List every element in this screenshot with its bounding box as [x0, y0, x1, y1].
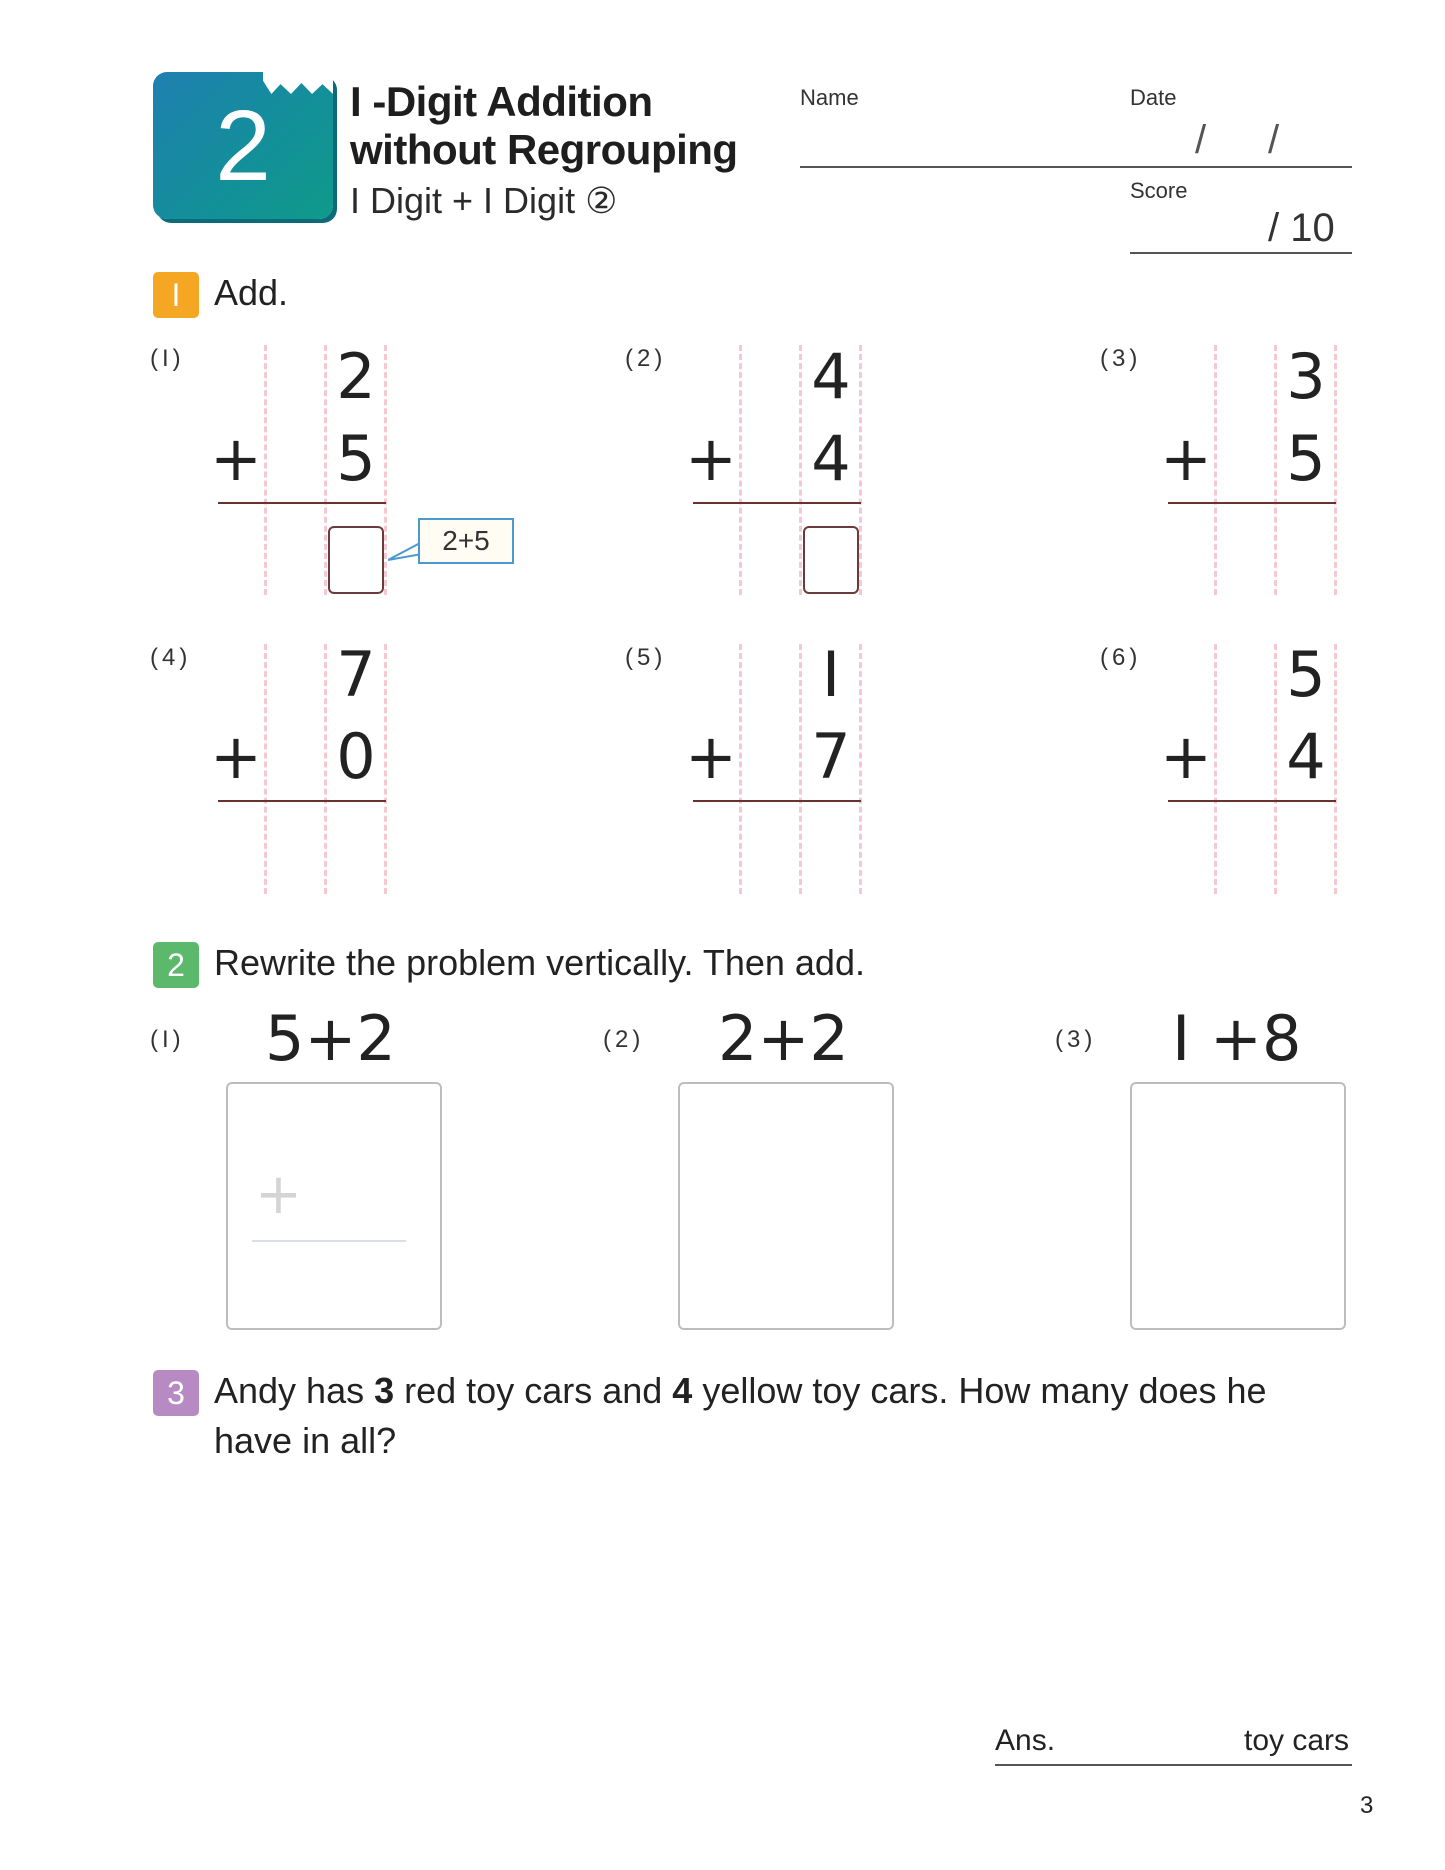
- top-digit: 3: [1286, 340, 1326, 413]
- top-digit: 7: [336, 638, 376, 711]
- plus-sign: +: [685, 720, 737, 793]
- score-label: Score: [1130, 178, 1188, 203]
- plus-sign: +: [210, 422, 262, 495]
- name-label: Name: [800, 85, 859, 110]
- section-1-marker: I: [153, 272, 199, 318]
- bottom-digit: 0: [336, 720, 376, 793]
- number-yellow-cars: 4: [672, 1370, 693, 1411]
- answer-line[interactable]: [995, 1764, 1352, 1766]
- problem-label: (I): [150, 345, 185, 372]
- title-line-2: without Regrouping: [350, 126, 738, 173]
- problem-label: (3): [1100, 345, 1142, 372]
- expression: I +8: [1172, 1002, 1302, 1075]
- top-digit: 2: [336, 340, 376, 413]
- plus-sign: +: [210, 720, 262, 793]
- score-line[interactable]: [1130, 252, 1352, 254]
- section-3-marker: 3: [153, 1370, 199, 1416]
- top-digit: 4: [811, 340, 851, 413]
- bottom-digit: 5: [1286, 422, 1326, 495]
- answer-label: Ans.: [995, 1724, 1056, 1757]
- score-total: / 10: [1268, 206, 1335, 250]
- hint-bubble: 2+5: [418, 518, 514, 564]
- answer-box[interactable]: [328, 526, 384, 594]
- problem-label: (4): [150, 644, 192, 671]
- section-1-instruction: Add.: [214, 272, 289, 313]
- answer-unit: toy cars: [1244, 1724, 1350, 1757]
- plus-sign: +: [1160, 720, 1212, 793]
- unit-number: 2: [215, 90, 271, 202]
- top-digit: I: [821, 638, 841, 711]
- bottom-digit: 7: [811, 720, 851, 793]
- bottom-digit: 4: [1286, 720, 1326, 793]
- work-box[interactable]: [678, 1082, 894, 1330]
- problem-label: (6): [1100, 644, 1142, 671]
- expression: 5+2: [265, 1002, 396, 1075]
- section-2-marker: 2: [153, 942, 199, 988]
- subtitle: I Digit + I Digit ②: [350, 180, 618, 221]
- number-red-cars: 3: [374, 1370, 395, 1411]
- unit-badge: [153, 72, 333, 219]
- hint-bubble-tail: [388, 540, 422, 562]
- date-label: Date: [1130, 85, 1177, 110]
- page-number: 3: [1360, 1792, 1374, 1819]
- word-problem-line-2: have in all?: [214, 1420, 397, 1461]
- section-2-instruction: Rewrite the problem vertically. Then add.: [214, 942, 865, 983]
- top-digit: 5: [1286, 638, 1326, 711]
- plus-sign: +: [1160, 422, 1212, 495]
- date-separator-1: /: [1195, 118, 1207, 162]
- title-line-1: I -Digit Addition: [350, 78, 653, 125]
- expression: 2+2: [718, 1002, 849, 1075]
- name-date-line[interactable]: [800, 166, 1352, 168]
- bottom-digit: 5: [336, 422, 376, 495]
- word-problem-line-1: Andy has 3 red toy cars and 4 yellow toy cars. How many does he: [214, 1370, 1267, 1411]
- problem-label: (2): [625, 345, 667, 372]
- plus-sign: +: [685, 422, 737, 495]
- problem-label: (5): [625, 644, 667, 671]
- problem-label: (I): [150, 1026, 185, 1053]
- bottom-digit: 4: [811, 422, 851, 495]
- work-box[interactable]: [1130, 1082, 1346, 1330]
- answer-box[interactable]: [803, 526, 859, 594]
- ghost-plus-sign: +: [255, 1162, 302, 1227]
- problem-label: (2): [603, 1026, 645, 1053]
- date-separator-2: /: [1268, 118, 1280, 162]
- problem-label: (3): [1055, 1026, 1097, 1053]
